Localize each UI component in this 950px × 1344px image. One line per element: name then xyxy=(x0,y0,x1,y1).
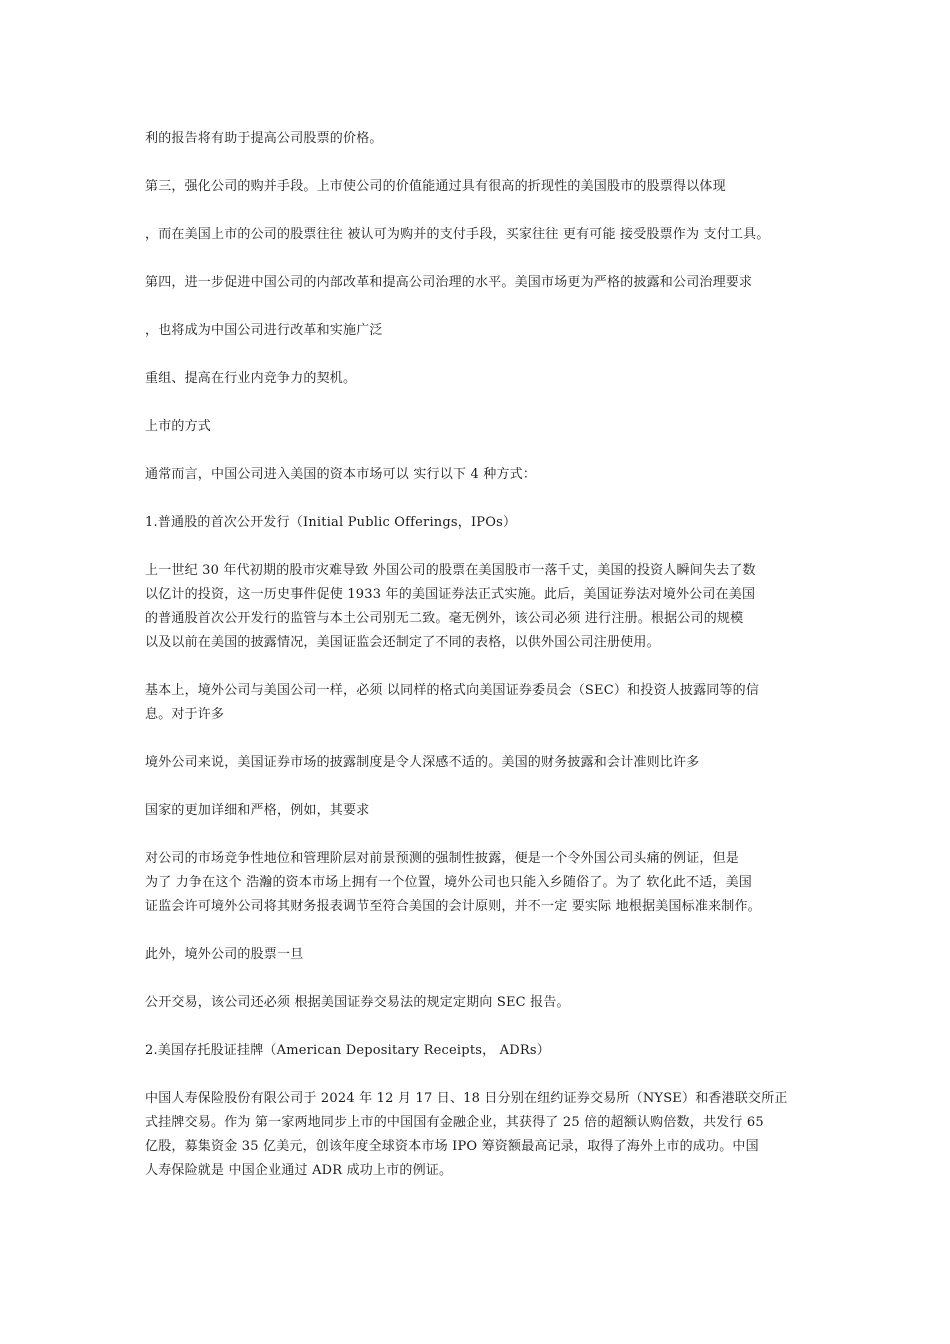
text-line: 境外公司来说，美国证券市场的披露制度是令人深感不适的。美国的财务披露和会计准则比许多 xyxy=(145,755,700,770)
paragraph xyxy=(145,223,825,247)
paragraph xyxy=(145,751,825,775)
subsection-heading xyxy=(145,1039,825,1063)
paragraph xyxy=(145,271,825,295)
text-line: 的普通股首次公开发行的监管与本土公司别无二致。毫无例外，该公司必须 进行注册。根据公司的规模 xyxy=(145,611,744,626)
text-line: 上市的方式 xyxy=(145,419,212,434)
text-line: 以亿计的投资，这一历史事件促使 1933 年的美国证券法正式实施。此后，美国证券法对境外公司在美国 xyxy=(145,587,756,602)
paragraph xyxy=(145,319,825,343)
text-line: 中国人寿保险股份有限公司于 2024 年 12 月 17 日、18 日分别在纽约证券交易所（NYSE）和香港联交所正 xyxy=(145,1091,788,1106)
text-line: 为了 力争在这个 浩瀚的资本市场上拥有一个位置，境外公司也只能入乡随俗了。为了 软化此不适，美国 xyxy=(145,875,752,890)
text-line: 利的报告将有助于提高公司股票的价格。 xyxy=(145,131,383,146)
paragraph xyxy=(145,799,825,823)
text-line: 第四，进一步促进中国公司的内部改革和提高公司治理的水平。美国市场更为严格的披露和公司治理要求 xyxy=(145,275,753,290)
text-line: 证监会许可境外公司将其财务报表调节至符合美国的会计原则，并不一定 要实际 地根据美国标准来制作。 xyxy=(145,899,761,914)
text-line: 式挂牌交易。作为 第一家两地同步上市的中国国有金融企业，其获得了 25 倍的超额认购倍数，共发行 65 xyxy=(145,1115,764,1130)
paragraph xyxy=(145,847,825,919)
text-line: 人寿保险就是 中国企业通过 ADR 成功上市的例证。 xyxy=(145,1163,453,1178)
paragraph xyxy=(145,559,825,655)
paragraph xyxy=(145,367,825,391)
subsection-heading xyxy=(145,511,825,535)
document-body xyxy=(145,127,825,1207)
text-line: 对公司的市场竞争性地位和管理阶层对前景预测的强制性披露，便是一个令外国公司头痛的例证，但是 xyxy=(145,851,740,866)
text-line: 基本上，境外公司与美国公司一样，必须 以同样的格式向美国证券委员会（SEC）和投资人披露同等的信 xyxy=(145,683,760,698)
text-line: 此外，境外公司的股票一旦 xyxy=(145,947,304,962)
paragraph xyxy=(145,175,825,199)
text-line: 公开交易，该公司还必须 根据美国证券交易法的规定定期向 SEC 报告。 xyxy=(145,995,570,1010)
text-line: ，也将成为中国公司进行改革和实施广泛 xyxy=(145,323,383,338)
text-line: 通常而言，中国公司进入美国的资本市场可以 实行以下 4 种方式： xyxy=(145,467,537,482)
paragraph xyxy=(145,127,825,151)
paragraph xyxy=(145,1087,825,1183)
paragraph xyxy=(145,679,825,727)
text-line: 上一世纪 30 年代初期的股市灾难导致 外国公司的股票在美国股市一落千丈，美国的投资人瞬间失去了数 xyxy=(145,563,756,578)
paragraph xyxy=(145,943,825,967)
section-heading xyxy=(145,415,825,439)
text-line: 亿股，募集资金 35 亿美元，创该年度全球资本市场 IPO 筹资额最高记录，取得了海外上市的成功。中国 xyxy=(145,1139,759,1154)
text-line: 第三，强化公司的购并手段。上市使公司的价值能通过具有很高的折现性的美国股市的股票得以体现 xyxy=(145,179,726,194)
paragraph xyxy=(145,991,825,1015)
text-line: 2.美国存托股证挂牌（American Depositary Receipts， ADRs） xyxy=(145,1043,550,1058)
text-line: 以及以前在美国的披露情况，美国证监会还制定了不同的表格，以供外国公司注册使用。 xyxy=(145,635,660,650)
text-line: 国家的更加详细和严格，例如，其要求 xyxy=(145,803,370,818)
paragraph xyxy=(145,463,825,487)
text-line: 1.普通股的首次公开发行（Initial Public Offerings，IPOs） xyxy=(145,515,517,530)
text-line: ，而在美国上市的公司的股票往往 被认可为购并的支付手段，买家往往 更有可能 接受股票作为 支付工具。 xyxy=(145,227,770,242)
text-line: 重组、提高在行业内竞争力的契机。 xyxy=(145,371,357,386)
text-line: 息。对于许多 xyxy=(145,707,225,722)
